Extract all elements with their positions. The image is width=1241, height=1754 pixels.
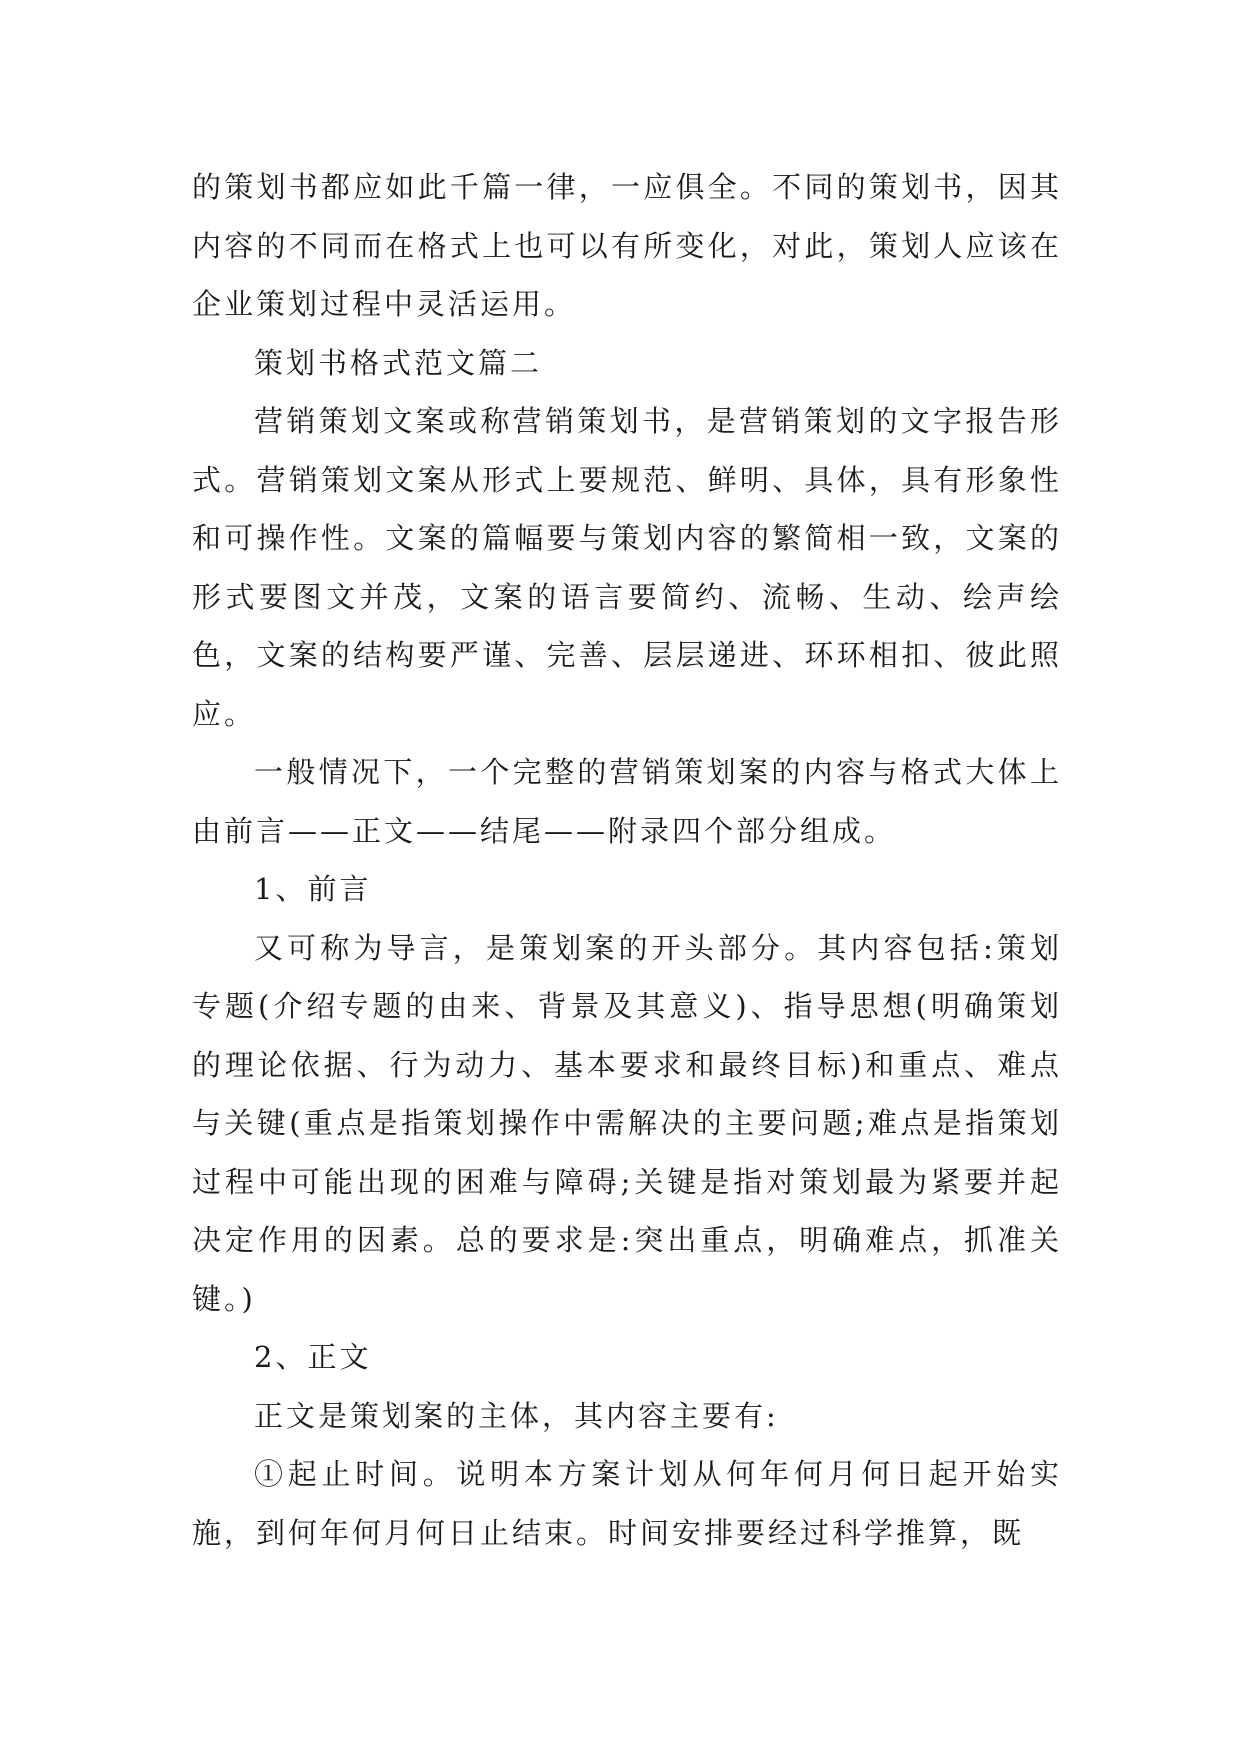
- heading-preface: 1、前言: [254, 872, 372, 906]
- paragraph-8: 正文是策划案的主体，其内容主要有:: [254, 1398, 779, 1433]
- heading-main-body: 2、正文: [254, 1340, 372, 1374]
- paragraph-6: 又可称为导言，是策划案的开头部分。其内容包括:策划专题(介绍专题的由来、背景及其意义)、指导思想(明确策划的理论依据、行为动力、基本要求和最终目标)和重点、难点与关键(重点是指策划操作中需解决的主要问题;难点是指策划过程中可能出现的困难与障碍;关键是指对策划最为紧要并起决定作用的因素。总的要求是:突出重点，明确难点，抓准关键。): [192, 930, 1062, 1316]
- paragraph-9: ①起止时间。说明本方案计划从何年何月何日起开始实施，到何年何月何日止结束。时间安排要经过科学推算，既: [192, 1457, 1062, 1550]
- section-title-template-two: 策划书格式范文篇二: [254, 345, 543, 380]
- document-body: [192, 158, 1062, 1562]
- paragraph-1: 的策划书都应如此千篇一律，一应俱全。不同的策划书，因其内容的不同而在格式上也可以有所变化，对此，策划人应该在企业策划过程中灵活运用。: [192, 170, 1062, 321]
- paragraph-4: 一般情况下，一个完整的营销策划案的内容与格式大体上由前言——正文——结尾——附录四个部分组成。: [192, 755, 1062, 848]
- paragraph-3: 营销策划文案或称营销策划书，是营销策划的文字报告形式。营销策划文案从形式上要规范、鲜明、具体，具有形象性和可操作性。文案的篇幅要与策划内容的繁简相一致，文案的形式要图文并茂，文案的语言要简约、流畅、生动、绘声绘色，文案的结构要严谨、完善、层层递进、环环相扣、彼此照应。: [192, 404, 1062, 731]
